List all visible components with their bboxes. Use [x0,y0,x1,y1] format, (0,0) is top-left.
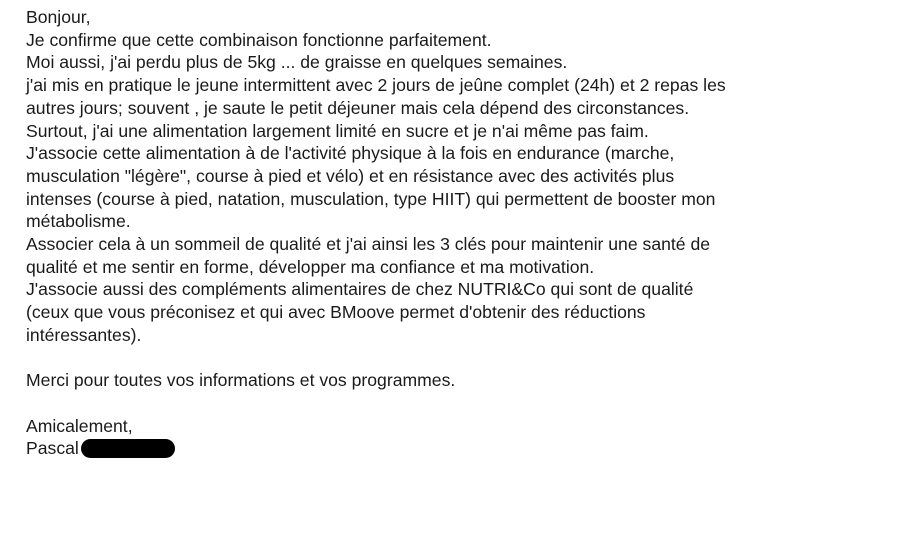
body-line: J'associe aussi des compléments alimentaires de chez NUTRI&Co qui sont de qualité [26,279,694,300]
blank-line [26,347,901,370]
body-line: métabolisme. [26,211,131,232]
body-line: autres jours; souvent , je saute le petit déjeuner mais cela dépend des circonstances. [26,97,690,118]
email-body [26,6,901,460]
signature [26,437,901,460]
body-line: musculation "légère", course à pied et vélo) et en résistance avec des activités plus [26,165,675,186]
body-line: j'ai mis en pratique le jeune intermittent avec 2 jours de jeûne complet (24h) et 2 repas les [26,75,726,96]
body-line: Je confirme que cette combinaison fonctionne parfaitement. [26,29,492,50]
body-line: intéressantes). [26,324,142,345]
signature-first-name: Pascal [26,438,79,459]
body-line: qualité et me sentir en forme, développer ma confiance et ma motivation. [26,256,595,277]
body-line: (ceux que vous préconisez et qui avec BMoove permet d'obtenir des réductions [26,302,646,323]
body-line: intenses (course à pied, natation, musculation, type HIIT) qui permettent de booster mon [26,188,716,209]
redaction-mark [81,439,175,458]
closing-line: Amicalement, [26,415,133,436]
body-line: J'associe cette alimentation à de l'activité physique à la fois en endurance (marche, [26,143,675,164]
thanks-line: Merci pour toutes vos informations et vos programmes. [26,370,456,391]
greeting: Bonjour, [26,7,91,27]
blank-line [26,392,901,415]
body-line: Surtout, j'ai une alimentation largement limité en sucre et je n'ai même pas faim. [26,120,649,141]
body-line: Moi aussi, j'ai perdu plus de 5kg ... de graisse en quelques semaines. [26,52,568,73]
body-line: Associer cela à un sommeil de qualité et j'ai ainsi les 3 clés pour maintenir une santé de [26,234,711,255]
